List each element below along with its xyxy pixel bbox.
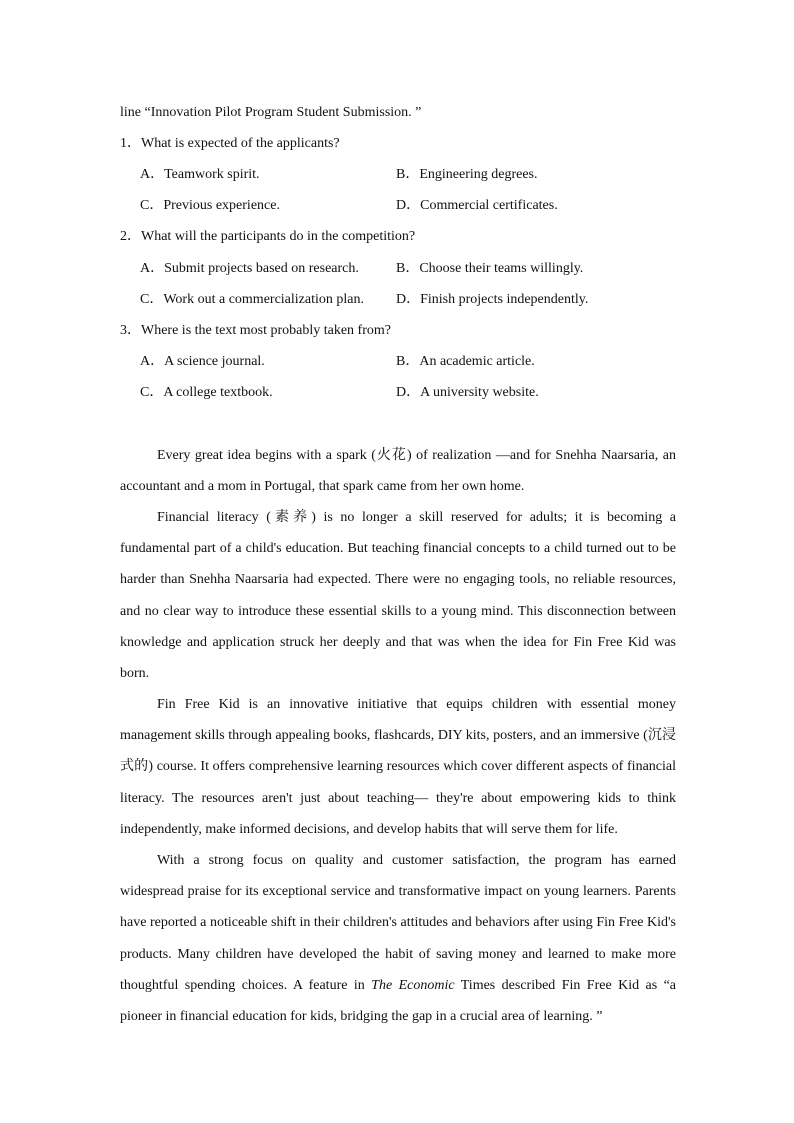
question-2-option-c[interactable]: C．Work out a commercialization plan. (140, 292, 364, 307)
question-1-option-d[interactable]: D．Commercial certificates. (396, 198, 558, 213)
question-1-option-c[interactable]: C．Previous experience. (140, 198, 280, 213)
passage-paragraph-1-text: Every great idea begins with a spark (火花) of realization —and for Snehha Naarsaria, an accountant and a mom in Portugal, that spark came from her own home. (120, 448, 676, 495)
question-2-option-b[interactable]: B．Choose their teams willingly. (396, 261, 584, 276)
passage-paragraph-4-text-start: With a strong focus on quality and customer satisfaction, the program has earned widespread praise for its exceptional service and transformative impact on young learners. Parents have reported a noticeable shift in their children's attitudes and behaviors after using Fin Free Kid's products. Many children have developed the habit of saving money and learned to make more thoughtful spending choices. A feature in (120, 853, 676, 993)
question-3-option-a[interactable]: A．A science journal. (140, 354, 265, 369)
question-1-option-a[interactable]: A．Teamwork spirit. (140, 167, 260, 182)
question-3-option-d[interactable]: D．A university website. (396, 385, 539, 400)
passage-paragraph-4 (120, 845, 676, 1032)
passage-paragraph-3-text: Fin Free Kid is an innovative initiative that equips children with essential money management skills through appealing books, flashcards, DIY kits, posters, and an immersive (沉浸式的) course. It offers comprehensive learning resources which cover different aspects of financial literacy. The resources aren't just about teaching— they're about empowering kids to think independently, make informed decisions, and develop habits that will serve them for life. (120, 697, 676, 837)
passage-paragraph-3 (120, 689, 676, 845)
intro-line: line “Innovation Pilot Program Student Submission. ” (120, 105, 422, 120)
passage-paragraph-1 (120, 440, 676, 502)
question-2-option-d[interactable]: D．Finish projects independently. (396, 292, 589, 307)
passage-paragraph-4-text-end: Times described Fin Free Kid as “a pioneer in financial education for kids, bridging the gap in a crucial area of learning. ” (120, 977, 677, 1025)
question-3-stem: 3．Where is the text most probably taken from? (120, 323, 391, 338)
passage-paragraph-2-text: Financial literacy (素养) is no longer a skill reserved for adults; it is becoming a fundamental part of a child's education. But teaching financial concepts to a child turned out to be harder than Snehha Naarsaria had expected. There were no engaging tools, no reliable resources, and no clear way to introduce these essential skills to a young mind. This disconnection between knowledge and application struck her deeply and that was when the idea for Fin Free Kid was born. (120, 510, 676, 682)
question-1-stem: 1．What is expected of the applicants? (120, 136, 340, 151)
question-3-option-b[interactable]: B．An academic article. (396, 354, 535, 369)
question-1-option-b[interactable]: B．Engineering degrees. (396, 167, 538, 182)
passage-paragraph-2 (120, 502, 676, 689)
publication-title-italic: The Economic (371, 977, 455, 993)
question-2-option-a[interactable]: A．Submit projects based on research. (140, 261, 359, 276)
question-2-stem: 2．What will the participants do in the competition? (120, 229, 416, 244)
question-3-option-c[interactable]: C．A college textbook. (140, 385, 273, 400)
